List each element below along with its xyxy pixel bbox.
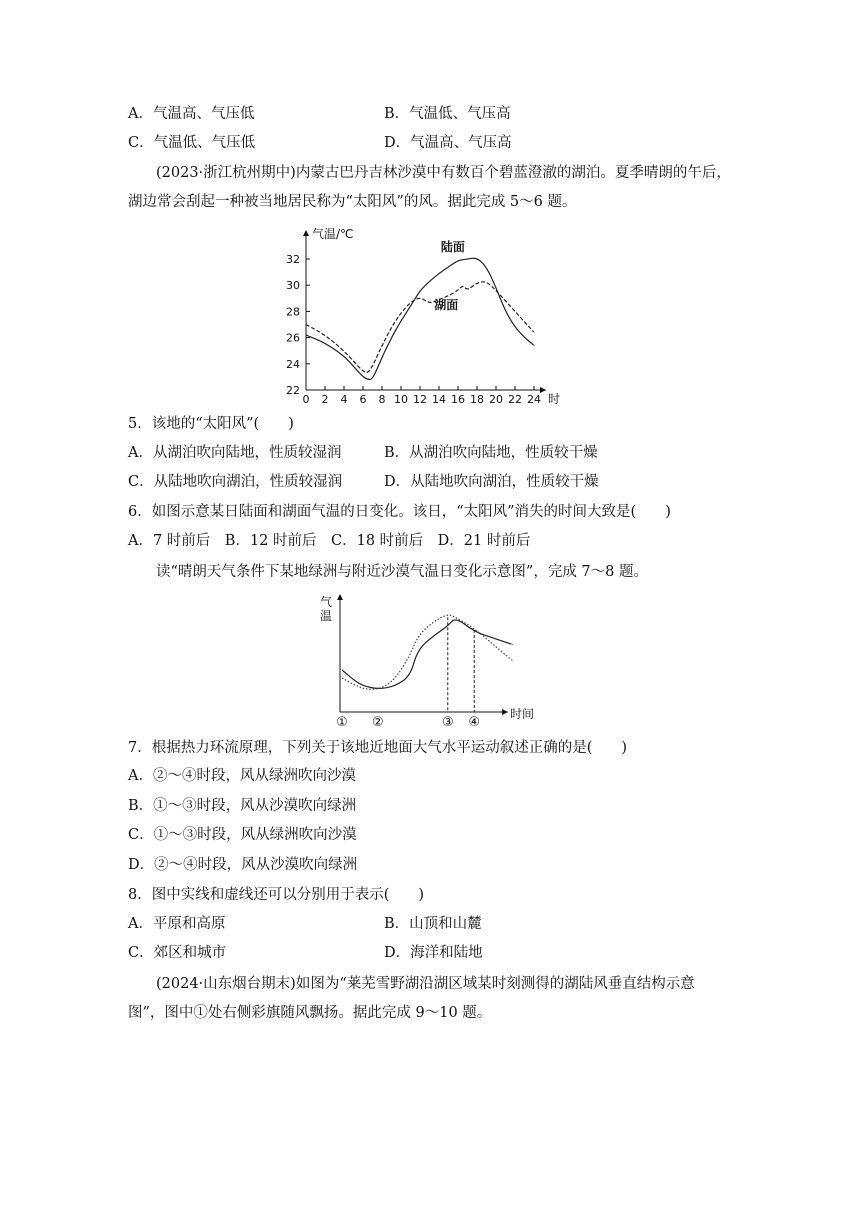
x-tick-label: 12	[413, 393, 427, 406]
intro-9-10-line1: (2024·山东烟台期末)如图为“莱芜雪野湖沿湖区域某时刻测得的湖陆风垂直结构示意	[156, 976, 695, 992]
time-point-label: ②	[372, 715, 384, 728]
q8-stem: 8．图中实线和虚线还可以分别用于表示( )	[128, 887, 425, 903]
q8-option-a: A．平原和高原	[128, 916, 226, 932]
time-point-label: ③	[441, 715, 454, 728]
intro-5-6-line1: (2023·浙江杭州期中)内蒙古巴丹吉林沙漠中有数百个碧蓝澄澈的湖泊。夏季晴朗的午后，	[156, 165, 731, 181]
x-axis-label: 时	[548, 392, 561, 406]
q6-stem: 6．如图示意某日陆面和湖面气温的日变化。该日，“太阳风”消失的时间大致是( )	[128, 504, 671, 520]
q5-option-c: C．从陆地吹向湖泊，性质较湿润	[128, 474, 343, 490]
y-tick-label: 26	[286, 331, 300, 345]
lake-land-temperature-chart	[270, 222, 580, 412]
q7-option-b: B．①～③时段，风从沙漠吹向绿洲	[128, 798, 357, 814]
y-axis-label: 气温/℃	[312, 227, 354, 241]
x-tick-label: 2	[321, 393, 329, 406]
q6-options: A．7 时前后 B．12 时前后 C．18 时前后 D．21 时前后	[128, 533, 531, 549]
q8-option-d: D．海洋和陆地	[384, 945, 483, 961]
q7-option-c: C．①～③时段，风从绿洲吹向沙漠	[128, 827, 357, 843]
y-tick-label: 24	[286, 357, 300, 371]
y-tick-label: 32	[286, 253, 300, 266]
x-tick-label: 10	[394, 393, 408, 406]
y-axis-arrow	[337, 594, 343, 600]
x-tick-label: 6	[359, 393, 367, 406]
time-point-label: ④	[468, 715, 481, 728]
x-tick-label: 18	[470, 393, 484, 406]
dotted-series	[342, 615, 512, 689]
x-tick-label: 22	[508, 393, 522, 406]
q5-option-b: B．从湖泊吹向陆地，性质较干燥	[384, 445, 598, 461]
solid-series	[342, 620, 512, 688]
q5-option-d: D．从陆地吹向湖泊，性质较干燥	[384, 474, 599, 490]
intro-7-8: 读“晴朗天气条件下某地绿洲与附近沙漠气温日变化示意图”，完成 7～8 题。	[156, 564, 648, 580]
y-axis-label-2: 温	[320, 609, 333, 623]
x-axis-arrow	[502, 709, 508, 715]
q7-option-a: A．②～④时段，风从绿洲吹向沙漠	[128, 768, 356, 784]
land-surface-label: 陆面	[440, 240, 465, 255]
q8-option-c: C．郊区和城市	[128, 945, 227, 961]
q7-option-d: D．②～④时段，风从沙漠吹向绿洲	[128, 857, 358, 873]
x-axis-label: 时间	[510, 707, 535, 721]
intro-9-10-line2: 图”，图中①处右侧彩旗随风飘扬。据此完成 9～10 题。	[128, 1005, 492, 1021]
q4-option-c: C．气温低、气压低	[128, 135, 256, 151]
q5-stem: 5．该地的“太阳风”( )	[128, 416, 294, 432]
x-tick-label: 14	[432, 393, 446, 406]
lake-surface-label: 湖面	[434, 297, 459, 312]
y-tick-label: 22	[286, 384, 300, 397]
x-tick-label: 8	[378, 393, 386, 406]
y-axis-label-1: 气	[320, 595, 333, 609]
q8-option-b: B．山顶和山麓	[384, 916, 482, 932]
y-tick-label: 30	[286, 279, 300, 293]
q4-option-a: A．气温高、气压低	[128, 106, 255, 122]
lake-surface-series	[306, 282, 534, 373]
x-tick-label: 24	[527, 393, 541, 406]
intro-5-6-line2: 湖边常会刮起一种被当地居民称为“太阳风”的风。据此完成 5～6 题。	[128, 194, 577, 210]
y-axis-arrow	[303, 230, 309, 236]
land-surface-series	[306, 258, 534, 379]
x-tick-label: 16	[451, 393, 465, 406]
time-point-label: ①	[336, 715, 348, 728]
q4-option-b: B．气温低、气压高	[384, 106, 511, 122]
x-tick-label: 0	[302, 393, 310, 406]
oasis-desert-temperature-chart	[312, 588, 552, 728]
x-tick-label: 4	[340, 393, 348, 406]
q7-stem: 7．根据热力环流原理，下列关于该地近地面大气水平运动叙述正确的是( )	[128, 740, 628, 756]
q5-option-a: A．从湖泊吹向陆地，性质较湿润	[128, 445, 342, 461]
x-tick-label: 20	[489, 393, 503, 406]
y-tick-label: 28	[286, 305, 300, 319]
q4-option-d: D．气温高、气压高	[384, 135, 512, 151]
